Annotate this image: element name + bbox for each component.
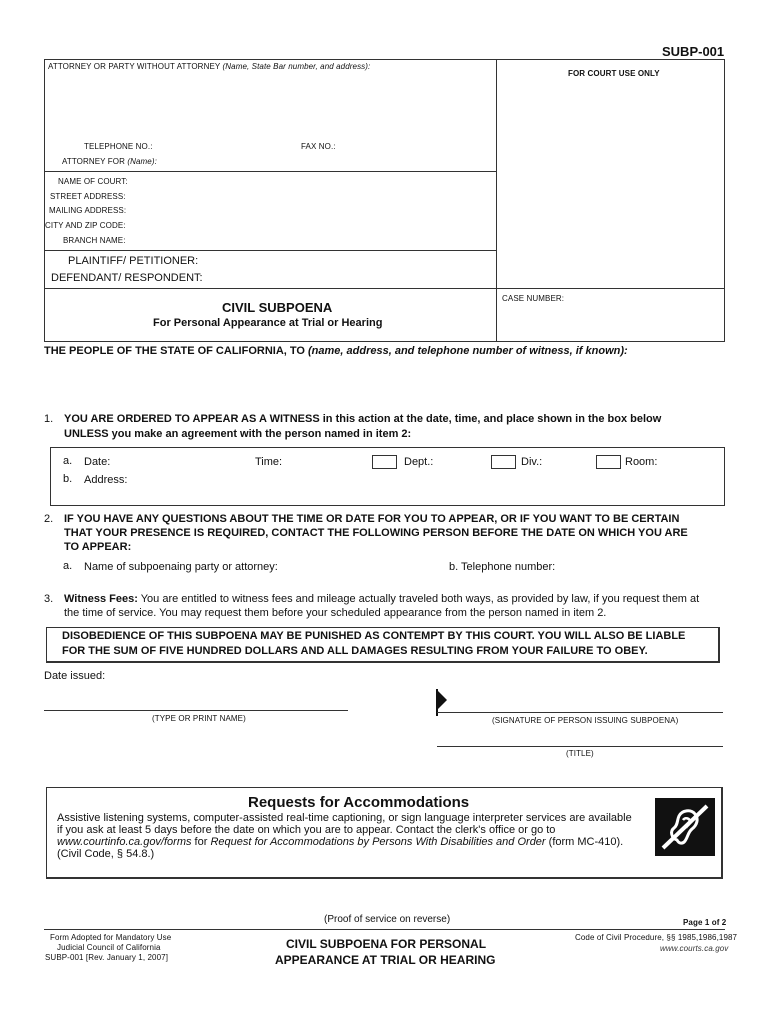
adopted-line1: Form Adopted for Mandatory Use bbox=[50, 933, 172, 942]
case-number-label: CASE NUMBER: bbox=[502, 294, 565, 303]
plaintiff-label: PLAINTIFF/ PETITIONER: bbox=[68, 255, 199, 267]
courts-website-link[interactable]: www.courts.ca.gov bbox=[660, 944, 729, 953]
dept-checkbox[interactable] bbox=[372, 455, 397, 469]
warning-line1: DISOBEDIENCE OF THIS SUBPOENA MAY BE PUNISHED AS CONTEMPT BY THIS COURT. YOU WILL ALSO BE LIABLE bbox=[62, 630, 686, 642]
time-label: Time: bbox=[255, 456, 283, 468]
court-use-label: FOR COURT USE ONLY bbox=[568, 69, 660, 78]
div-label: Div.: bbox=[521, 456, 543, 468]
footer-title-line2: APPEARANCE AT TRIAL OR HEARING bbox=[275, 953, 496, 967]
court-name-label: NAME OF COURT: bbox=[58, 177, 128, 186]
subpoenaing-party-label: Name of subpoenaing party or attorney: bbox=[84, 561, 278, 573]
title-line[interactable] bbox=[437, 746, 723, 747]
item1a-marker: a. bbox=[63, 455, 73, 467]
fax-label: FAX NO.: bbox=[301, 142, 336, 151]
date-label: Date: bbox=[84, 456, 111, 468]
item2-line3: TO APPEAR: bbox=[64, 541, 132, 553]
header-frame bbox=[44, 59, 725, 342]
accommodations-line2: if you ask at least 5 days before the date on which you are to appear. Contact the clerk's office or go to bbox=[57, 824, 556, 836]
item1-number: 1. bbox=[44, 413, 54, 425]
item2a-marker: a. bbox=[63, 560, 73, 572]
dept-label: Dept.: bbox=[404, 456, 434, 468]
item3-line2: the time of service. You may request them before your scheduled appearance from the person named in item 2. bbox=[64, 607, 607, 619]
item2-number: 2. bbox=[44, 513, 54, 525]
proof-of-service: (Proof of service on reverse) bbox=[324, 914, 451, 925]
code-citation: Code of Civil Procedure, §§ 1985,1986,1987 bbox=[575, 933, 738, 942]
item2-line2: THAT YOUR PRESENCE IS REQUIRED, CONTACT THE FOLLOWING PERSON BEFORE THE DATE ON WHICH YOU ARE bbox=[64, 527, 688, 539]
print-name-line[interactable] bbox=[44, 710, 348, 711]
warning-line2: FOR THE SUM OF FIVE HUNDRED DOLLARS AND ALL DAMAGES RESULTING FROM YOUR FAILURE TO OBEY. bbox=[62, 645, 648, 657]
people-line: THE PEOPLE OF THE STATE OF CALIFORNIA, TO (name, address, and telephone number of witness, if known): bbox=[44, 345, 628, 357]
footer-title-line1: CIVIL SUBPOENA FOR PERSONAL bbox=[286, 937, 487, 951]
accommodations-line3: www.courtinfo.ca.gov/forms for Request for Accommodations by Persons With Disabilities and Order (form MC-410). bbox=[57, 836, 624, 848]
room-label: Room: bbox=[625, 456, 658, 468]
page-number: Page 1 of 2 bbox=[683, 918, 727, 927]
signature-line[interactable] bbox=[437, 712, 723, 713]
address-label: Address: bbox=[84, 474, 128, 486]
accommodations-line4: (Civil Code, § 54.8.) bbox=[57, 848, 155, 860]
print-name-caption: (TYPE OR PRINT NAME) bbox=[152, 714, 246, 723]
item3-line1: Witness Fees: You are entitled to witness fees and mileage actually traveled both ways, as provided by law, if you request them at bbox=[64, 593, 700, 605]
telephone-label: TELEPHONE NO.: bbox=[84, 142, 153, 151]
date-issued-label: Date issued: bbox=[44, 670, 106, 682]
defendant-label: DEFENDANT/ RESPONDENT: bbox=[51, 272, 203, 284]
court-use-divider bbox=[496, 59, 497, 342]
item1b-marker: b. bbox=[63, 473, 73, 485]
title-caption: (TITLE) bbox=[566, 749, 594, 758]
mailing-address-label: MAILING ADDRESS: bbox=[49, 206, 127, 215]
item3-number: 3. bbox=[44, 593, 54, 605]
item2-line1: IF YOU HAVE ANY QUESTIONS ABOUT THE TIME OR DATE FOR YOU TO APPEAR, OR IF YOU WANT TO BE CERTAIN bbox=[64, 513, 680, 525]
form-title: CIVIL SUBPOENA bbox=[222, 300, 333, 315]
forms-link[interactable]: www.courtinfo.ca.gov/forms bbox=[57, 836, 192, 848]
street-address-label: STREET ADDRESS: bbox=[50, 192, 126, 201]
attorney-for-label: ATTORNEY FOR (Name): bbox=[62, 157, 157, 166]
form-id: SUBP-001 bbox=[662, 44, 725, 59]
city-zip-label: CITY AND ZIP CODE: bbox=[45, 221, 126, 230]
accommodations-heading: Requests for Accommodations bbox=[248, 794, 470, 811]
room-checkbox[interactable] bbox=[596, 455, 621, 469]
adopted-line2: Judicial Council of California bbox=[57, 943, 161, 952]
accommodations-line1: Assistive listening systems, computer-assisted real-time captioning, or sign language interpreter services are available bbox=[57, 812, 632, 824]
footer-rule bbox=[44, 929, 725, 930]
div-checkbox[interactable] bbox=[491, 455, 516, 469]
attorney-label: ATTORNEY OR PARTY WITHOUT ATTORNEY (Name, State Bar number, and address): bbox=[48, 62, 371, 71]
divider bbox=[44, 288, 725, 289]
form-subtitle: For Personal Appearance at Trial or Hearing bbox=[153, 317, 383, 329]
divider bbox=[44, 250, 496, 251]
telephone-number-label: b. Telephone number: bbox=[449, 561, 556, 573]
item1-line2: UNLESS you make an agreement with the person named in item 2: bbox=[64, 428, 412, 440]
adopted-line3: SUBP-001 [Rev. January 1, 2007] bbox=[45, 953, 169, 962]
hearing-assistance-icon bbox=[655, 798, 715, 856]
divider bbox=[44, 171, 496, 172]
item1-line1: YOU ARE ORDERED TO APPEAR AS A WITNESS in this action at the date, time, and place shown in the box below bbox=[64, 413, 662, 425]
signature-caption: (SIGNATURE OF PERSON ISSUING SUBPOENA) bbox=[492, 716, 679, 725]
branch-name-label: BRANCH NAME: bbox=[63, 236, 126, 245]
